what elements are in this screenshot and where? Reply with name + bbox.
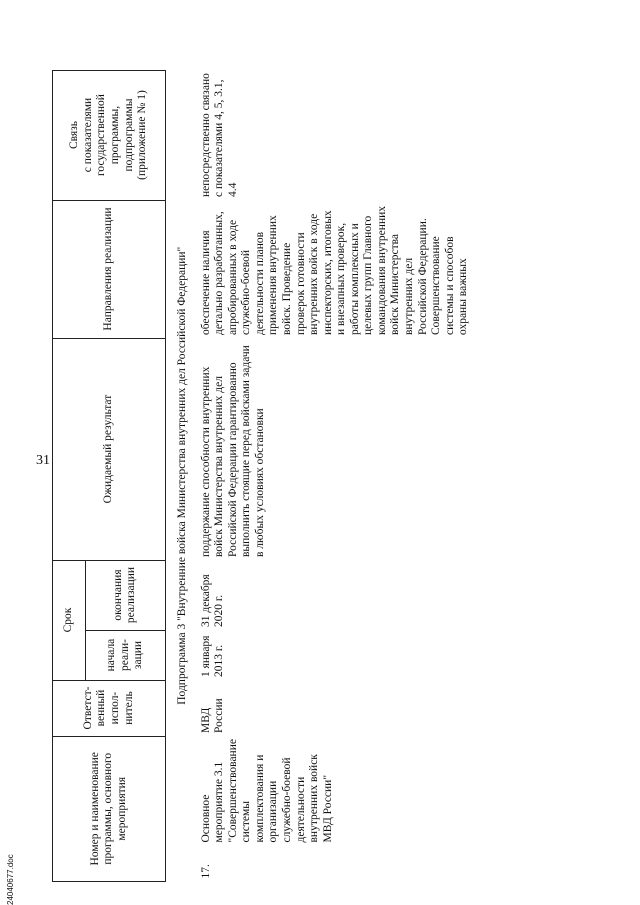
- row-name-cell: [198, 736, 473, 881]
- program-table: [52, 70, 473, 882]
- row-start: 1 января 2013 г.: [199, 635, 226, 678]
- table-row: [198, 70, 473, 881]
- row-end: 31 декабря 2020 г.: [199, 574, 226, 628]
- row-name: Основное мероприятие 3.1 "Совершенствование системы комплектования и организации служебно-боевой деятельности внутренних войск МВД России": [199, 739, 334, 843]
- row-number: 17.: [199, 864, 212, 879]
- header-start: начала реали- зации: [85, 630, 165, 680]
- row-result: поддержание способности внутренних войск Министерства внутренних дел Российской Федерации гарантированно выполнить стоящие перед войсками задачи в любых условиях обстановки: [199, 345, 266, 558]
- header-program-name: Номер и наименование программы, основного мероприятия: [53, 736, 166, 881]
- header-expected-result: Ожидаемый результат: [53, 338, 166, 560]
- header-end: окончания реализации: [85, 560, 165, 630]
- subprogram-title: Подпрограмма 3 "Внутренние войска Министерства внутренних дел Российской Федерации": [176, 246, 188, 705]
- header-row-top: [53, 70, 86, 881]
- row-directions: обеспечение наличия детально разработанных, апробированных в ходе служебно-боевой деятельности планов применения внутренних войск. Проведение проверок готовности внутренних войск в ходе инспекторских, итоговых и внезапных проверок, работы комплексных и целевых групп Главного командования внутренних войск Министерства внутренних дел Российской Федерации. Совершенствование системы и способов охраны важных: [199, 206, 470, 336]
- rotated-page-content: [52, 37, 592, 882]
- row-link: непосредственно связано с показателями 4, 5, 3.1, 4.4: [199, 73, 239, 198]
- subprogram-row: [166, 70, 198, 881]
- header-term: Срок: [53, 560, 86, 680]
- header-link-indicators: Связь с показателями государственной программы, подпрограммы (приложение № 1): [53, 70, 166, 200]
- footer-doc-code: 24040677.doc: [6, 854, 15, 905]
- page-number: 31: [36, 453, 50, 468]
- header-executor: Ответст- венный испол- нитель: [53, 680, 166, 736]
- row-executor: МВД России: [199, 698, 226, 734]
- header-directions: Направления реализации: [53, 200, 166, 338]
